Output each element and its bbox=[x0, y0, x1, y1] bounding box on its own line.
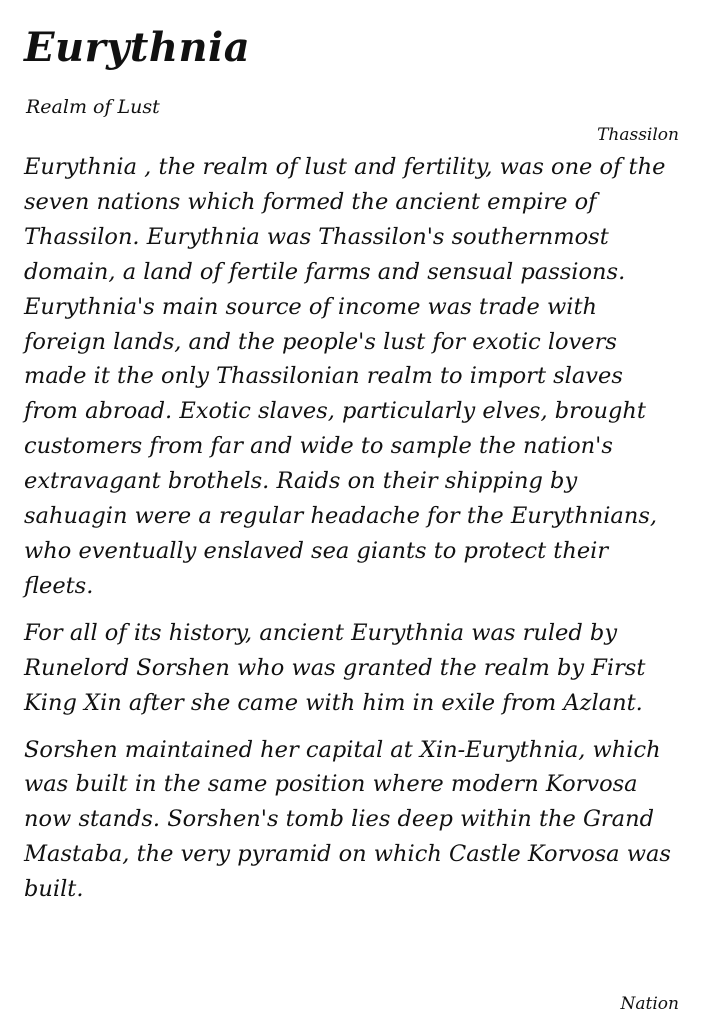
paragraph-2: For all of its history, ancient Eurythnia was ruled by Runelord Sorshen who was granted the realm by First King Xin after she came with him in exile from Azlant. bbox=[24, 619, 646, 716]
page-title: Eurythnia bbox=[24, 24, 251, 71]
category-tag: Thassilon bbox=[597, 125, 679, 145]
footer-tag: Nation bbox=[620, 994, 679, 1014]
page-subtitle: Realm of Lust bbox=[26, 96, 160, 118]
article-body bbox=[24, 150, 680, 919]
paragraph-3: Sorshen maintained her capital at Xin-Eurythnia, which was built in the same position where modern Korvosa now stands. Sorshen's tomb lies deep within the Grand Mastaba, the very pyramid on which Castle Korvosa was built. bbox=[24, 736, 671, 903]
paragraph-1: Eurythnia , the realm of lust and fertility, was one of the seven nations which formed the ancient empire of Thassilon. Eurythnia was Thassilon's southernmost domain, a land of fertile farms and sensual passions. Eurythnia's main source of income was trade with foreign lands, and the people's lust for exotic lovers made it the only Thassilonian realm to import slaves from abroad. Exotic slaves, particularly elves, brought customers from far and wide to sample the nation's extravagant brothels. Raids on their shipping by sahuagin were a regular headache for the Eurythnians, who eventually enslaved sea giants to protect their fleets. bbox=[24, 154, 666, 599]
